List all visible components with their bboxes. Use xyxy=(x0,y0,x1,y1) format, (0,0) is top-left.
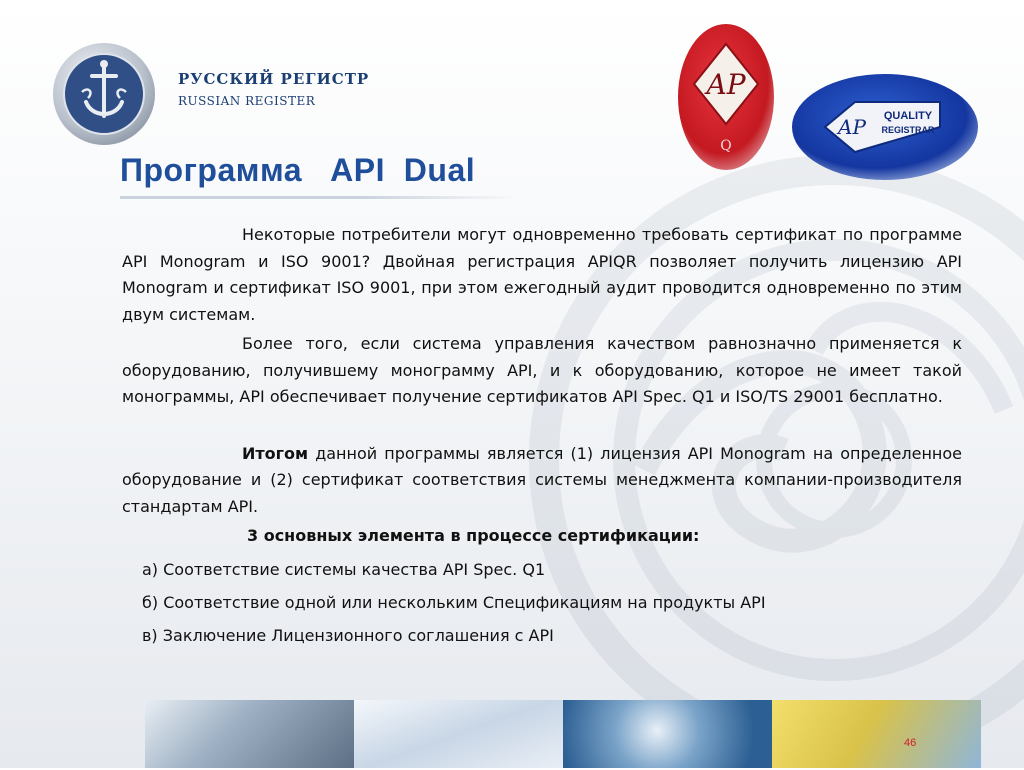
body-paragraph: Некоторые потребители могут одновременно требовать сертификат по программе API Monogram и ISO 9001? Двойная регистрация APIQR позволяет получить лицензию API Monogram и сертификат ISO 9001, при этом ежегодный аудит проводится одновременно по этим двум системам. xyxy=(122,225,962,324)
russian-register-seal-logo xyxy=(52,42,156,146)
body-paragraph: Более того, если система управления качеством равнозначно применяется к оборудованию, получившему монограмму API, и к оборудованию, которое не имеет такой монограммы, API обеспечивает получение сертификатов API Spec. Q1 и ISO/TS 29001 бесплатно. xyxy=(122,334,962,406)
slide-title: Программа API Dual xyxy=(120,152,476,188)
slide-number: 46 xyxy=(904,737,917,749)
elements-heading: 3 основных элемента в процессе сертификации: xyxy=(247,526,700,545)
summary-text: данной программы является (1) лицензия API Monogram на определенное оборудование и (2) сертификат соответствия системы менеджмента компании-производителя стандартам API. xyxy=(122,443,962,516)
logo-name-english: RUSSIAN REGISTER xyxy=(178,94,316,108)
api-quality-registrar-blue-emblem xyxy=(790,72,980,182)
list-item: в) Заключение Лицензионного соглашения с API xyxy=(142,625,554,645)
api-monogram-red-emblem xyxy=(676,22,776,172)
summary-lead: Итогом xyxy=(242,443,309,463)
quality-label: QUALITY xyxy=(883,110,933,122)
list-item: б) Соответствие одной или нескольким Спецификациям на продукты API xyxy=(142,592,766,612)
svg-text:AP: AP xyxy=(706,68,746,101)
summary-paragraph xyxy=(122,441,962,521)
logo-wordmark xyxy=(178,70,369,108)
keyboard-photo xyxy=(145,700,354,768)
map-photo xyxy=(772,700,981,768)
svg-text:Q: Q xyxy=(720,138,732,154)
registrar-label: REGISTRAR xyxy=(881,125,935,135)
title-underline xyxy=(120,196,520,199)
spacer xyxy=(122,414,962,441)
logo-name-russian: РУССКИЙ РЕГИСТР xyxy=(178,70,370,88)
slide-body xyxy=(122,222,962,651)
envelope-photo xyxy=(354,700,563,768)
svg-text:AP: AP xyxy=(838,115,866,139)
list-item: а) Соответствие системы качества API Spec. Q1 xyxy=(142,559,546,579)
stopwatch-photo xyxy=(563,700,772,768)
footer-photo-strip xyxy=(145,700,981,768)
